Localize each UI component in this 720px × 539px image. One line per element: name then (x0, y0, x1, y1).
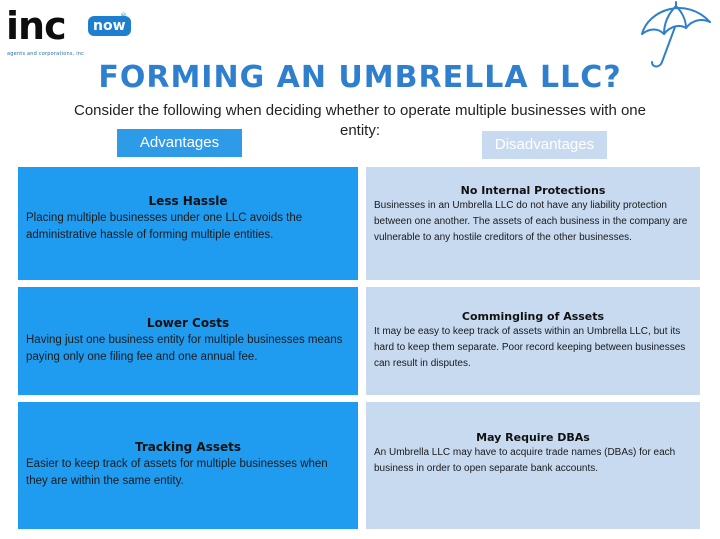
page-title: FORMING AN UMBRELLA LLC? (98, 60, 622, 95)
advantage-body: Easier to keep track of assets for multiple businesses when they are within the same entity. (26, 458, 328, 487)
advantage-body: Placing multiple businesses under one LLC avoids the administrative hassle of forming multiple entities. (26, 212, 303, 241)
disadvantage-title: No Internal Protections (460, 184, 606, 197)
disadvantages-tab: Disadvantages (482, 131, 607, 159)
page-subtitle: Consider the following when deciding whether to operate multiple businesses with one entity: (73, 102, 646, 139)
disadvantage-title: Commingling of Assets (461, 310, 605, 323)
logo-registered-mark: ® (120, 12, 127, 20)
disadvantage-body: An Umbrella LLC may have to acquire trade names (DBAs) for each business in order to open separate bank accounts. (374, 447, 676, 474)
advantage-card-less-hassle (18, 167, 358, 280)
logo-brand: inc (6, 4, 66, 48)
disadvantage-body: Businesses in an Umbrella LLC do not have any liability protection between one another. The assets of each business in the company are vulnerable to any hostile creditors of the other businesses. (374, 200, 688, 243)
advantages-tab: Advantages (117, 129, 242, 157)
disadvantage-body: It may be easy to keep track of assets within an Umbrella LLC, but its hard to keep them separate. Poor record keeping between businesses can result in disputes. (374, 326, 686, 369)
disadvantage-card-commingling-of-assets (366, 287, 700, 395)
advantage-card-lower-costs (18, 287, 358, 395)
advantage-card-tracking-assets (18, 402, 358, 529)
advantage-title: Lower Costs (146, 316, 230, 330)
disadvantage-card-no-internal-protections (366, 167, 700, 280)
logo-tagline: agents and corporations, inc (7, 51, 85, 57)
disadvantage-title: May Require DBAs (476, 431, 590, 444)
advantage-body: Having just one business entity for multiple businesses means paying only one filing fee and one annual fee. (26, 334, 343, 363)
inc-now-logo (6, 4, 146, 64)
advantage-title: Tracking Assets (135, 440, 241, 454)
disadvantage-card-may-require-dbas (366, 402, 700, 529)
logo-badge: now (88, 16, 131, 36)
advantage-title: Less Hassle (148, 194, 228, 208)
